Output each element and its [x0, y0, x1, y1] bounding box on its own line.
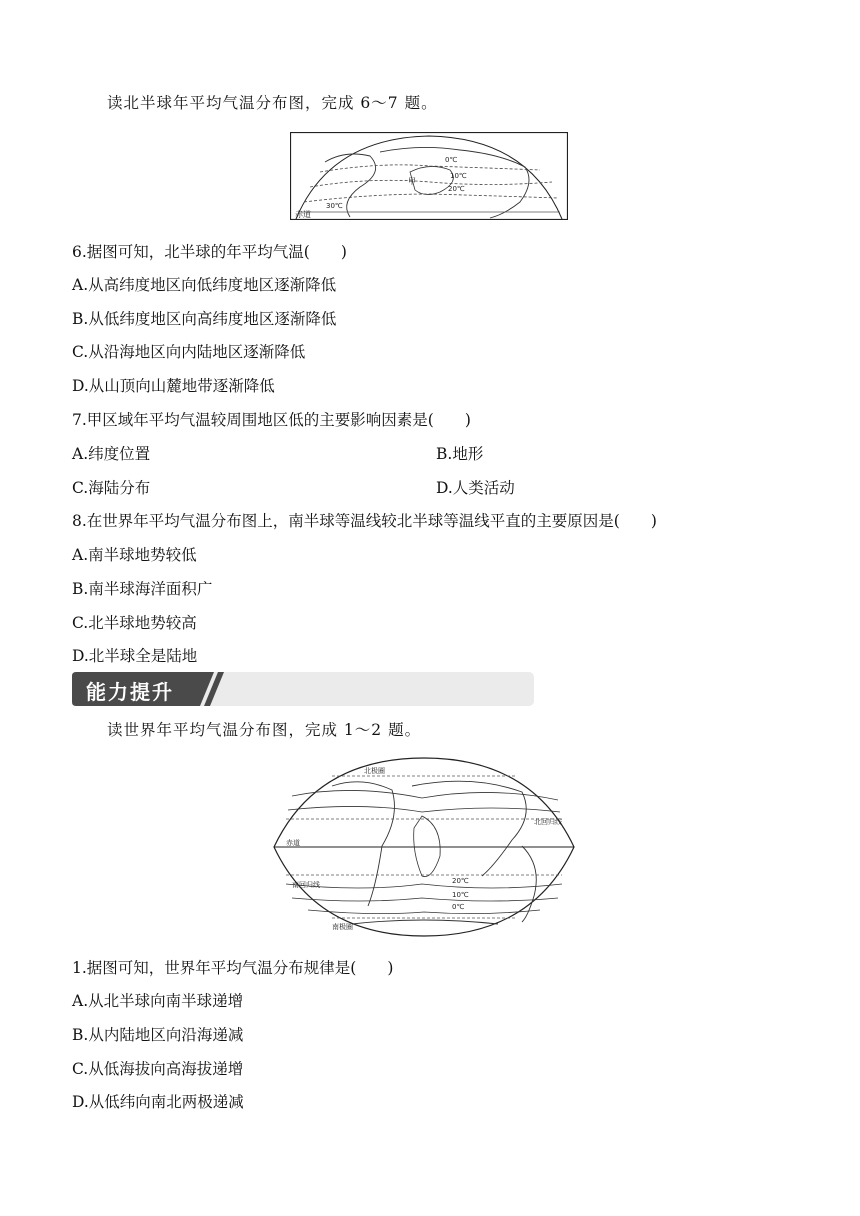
map2-iso20-label: 20℃ [452, 877, 469, 885]
q7-stem: 7.甲区域年平均气温较周围地区低的主要影响因素是( ) [72, 411, 471, 429]
q6-option-c: C.从沿海地区向内陆地区逐渐降低 [72, 343, 306, 361]
q1-option-a: A.从北半球向南半球递增 [72, 992, 244, 1010]
map1-region-label: 甲 [408, 177, 416, 186]
q7-option-a: A.纬度位置 [72, 445, 151, 463]
q7-option-c: C.海陆分布 [72, 479, 151, 497]
q1-option-d: D.从低纬向南北两极递减 [72, 1093, 244, 1111]
q6-option-a: A.从高纬度地区向低纬度地区逐渐降低 [72, 276, 337, 294]
q7-option-d: D.人类活动 [436, 479, 515, 497]
map2-arctic-label: 北极圈 [364, 767, 385, 775]
world-temperature-map [272, 756, 576, 938]
map1-iso30-label: 30℃ [326, 202, 343, 210]
map1-equator-label: 赤道 [295, 210, 311, 219]
q8-option-c: C.北半球地势较高 [72, 614, 197, 632]
map2-iso10-label: 10℃ [452, 891, 469, 899]
intro-text-1: 读北半球年平均气温分布图，完成 6～7 题。 [107, 94, 438, 112]
q1-option-c: C.从低海拔向高海拔递增 [72, 1060, 244, 1078]
q8-option-b: B.南半球海洋面积广 [72, 580, 213, 598]
q1-stem: 1.据图可知，世界年平均气温分布规律是( ) [72, 959, 394, 977]
map1-iso0-label: 0℃ [445, 156, 458, 164]
q6-option-d: D.从山顶向山麓地带逐渐降低 [72, 377, 275, 395]
q8-stem: 8.在世界年平均气温分布图上，南半球等温线较北半球等温线平直的主要原因是( ) [72, 512, 657, 530]
q1-option-b: B.从内陆地区向沿海递减 [72, 1026, 244, 1044]
q6-stem: 6.据图可知，北半球的年平均气温( ) [72, 243, 347, 261]
map2-iso0-label: 0℃ [452, 903, 465, 911]
map1-iso20-label: 20℃ [448, 185, 465, 193]
map1-iso10-label: 10℃ [450, 172, 467, 180]
map2-antarctic-label: 南极圈 [332, 923, 353, 931]
northern-hemisphere-temperature-map [290, 132, 568, 220]
map2-equator-label: 赤道 [286, 839, 300, 847]
map2-tropic-s-label: 南回归线 [292, 881, 320, 889]
q8-option-d: D.北半球全是陆地 [72, 647, 198, 665]
q7-option-b: B.地形 [436, 445, 484, 463]
section-title: 能力提升 [86, 680, 174, 704]
q6-option-b: B.从低纬度地区向高纬度地区逐渐降低 [72, 310, 337, 328]
q8-option-a: A.南半球地势较低 [72, 546, 197, 564]
intro-text-2: 读世界年平均气温分布图，完成 1～2 题。 [107, 721, 422, 739]
map2-tropic-n-label: 北回归线 [534, 818, 562, 826]
